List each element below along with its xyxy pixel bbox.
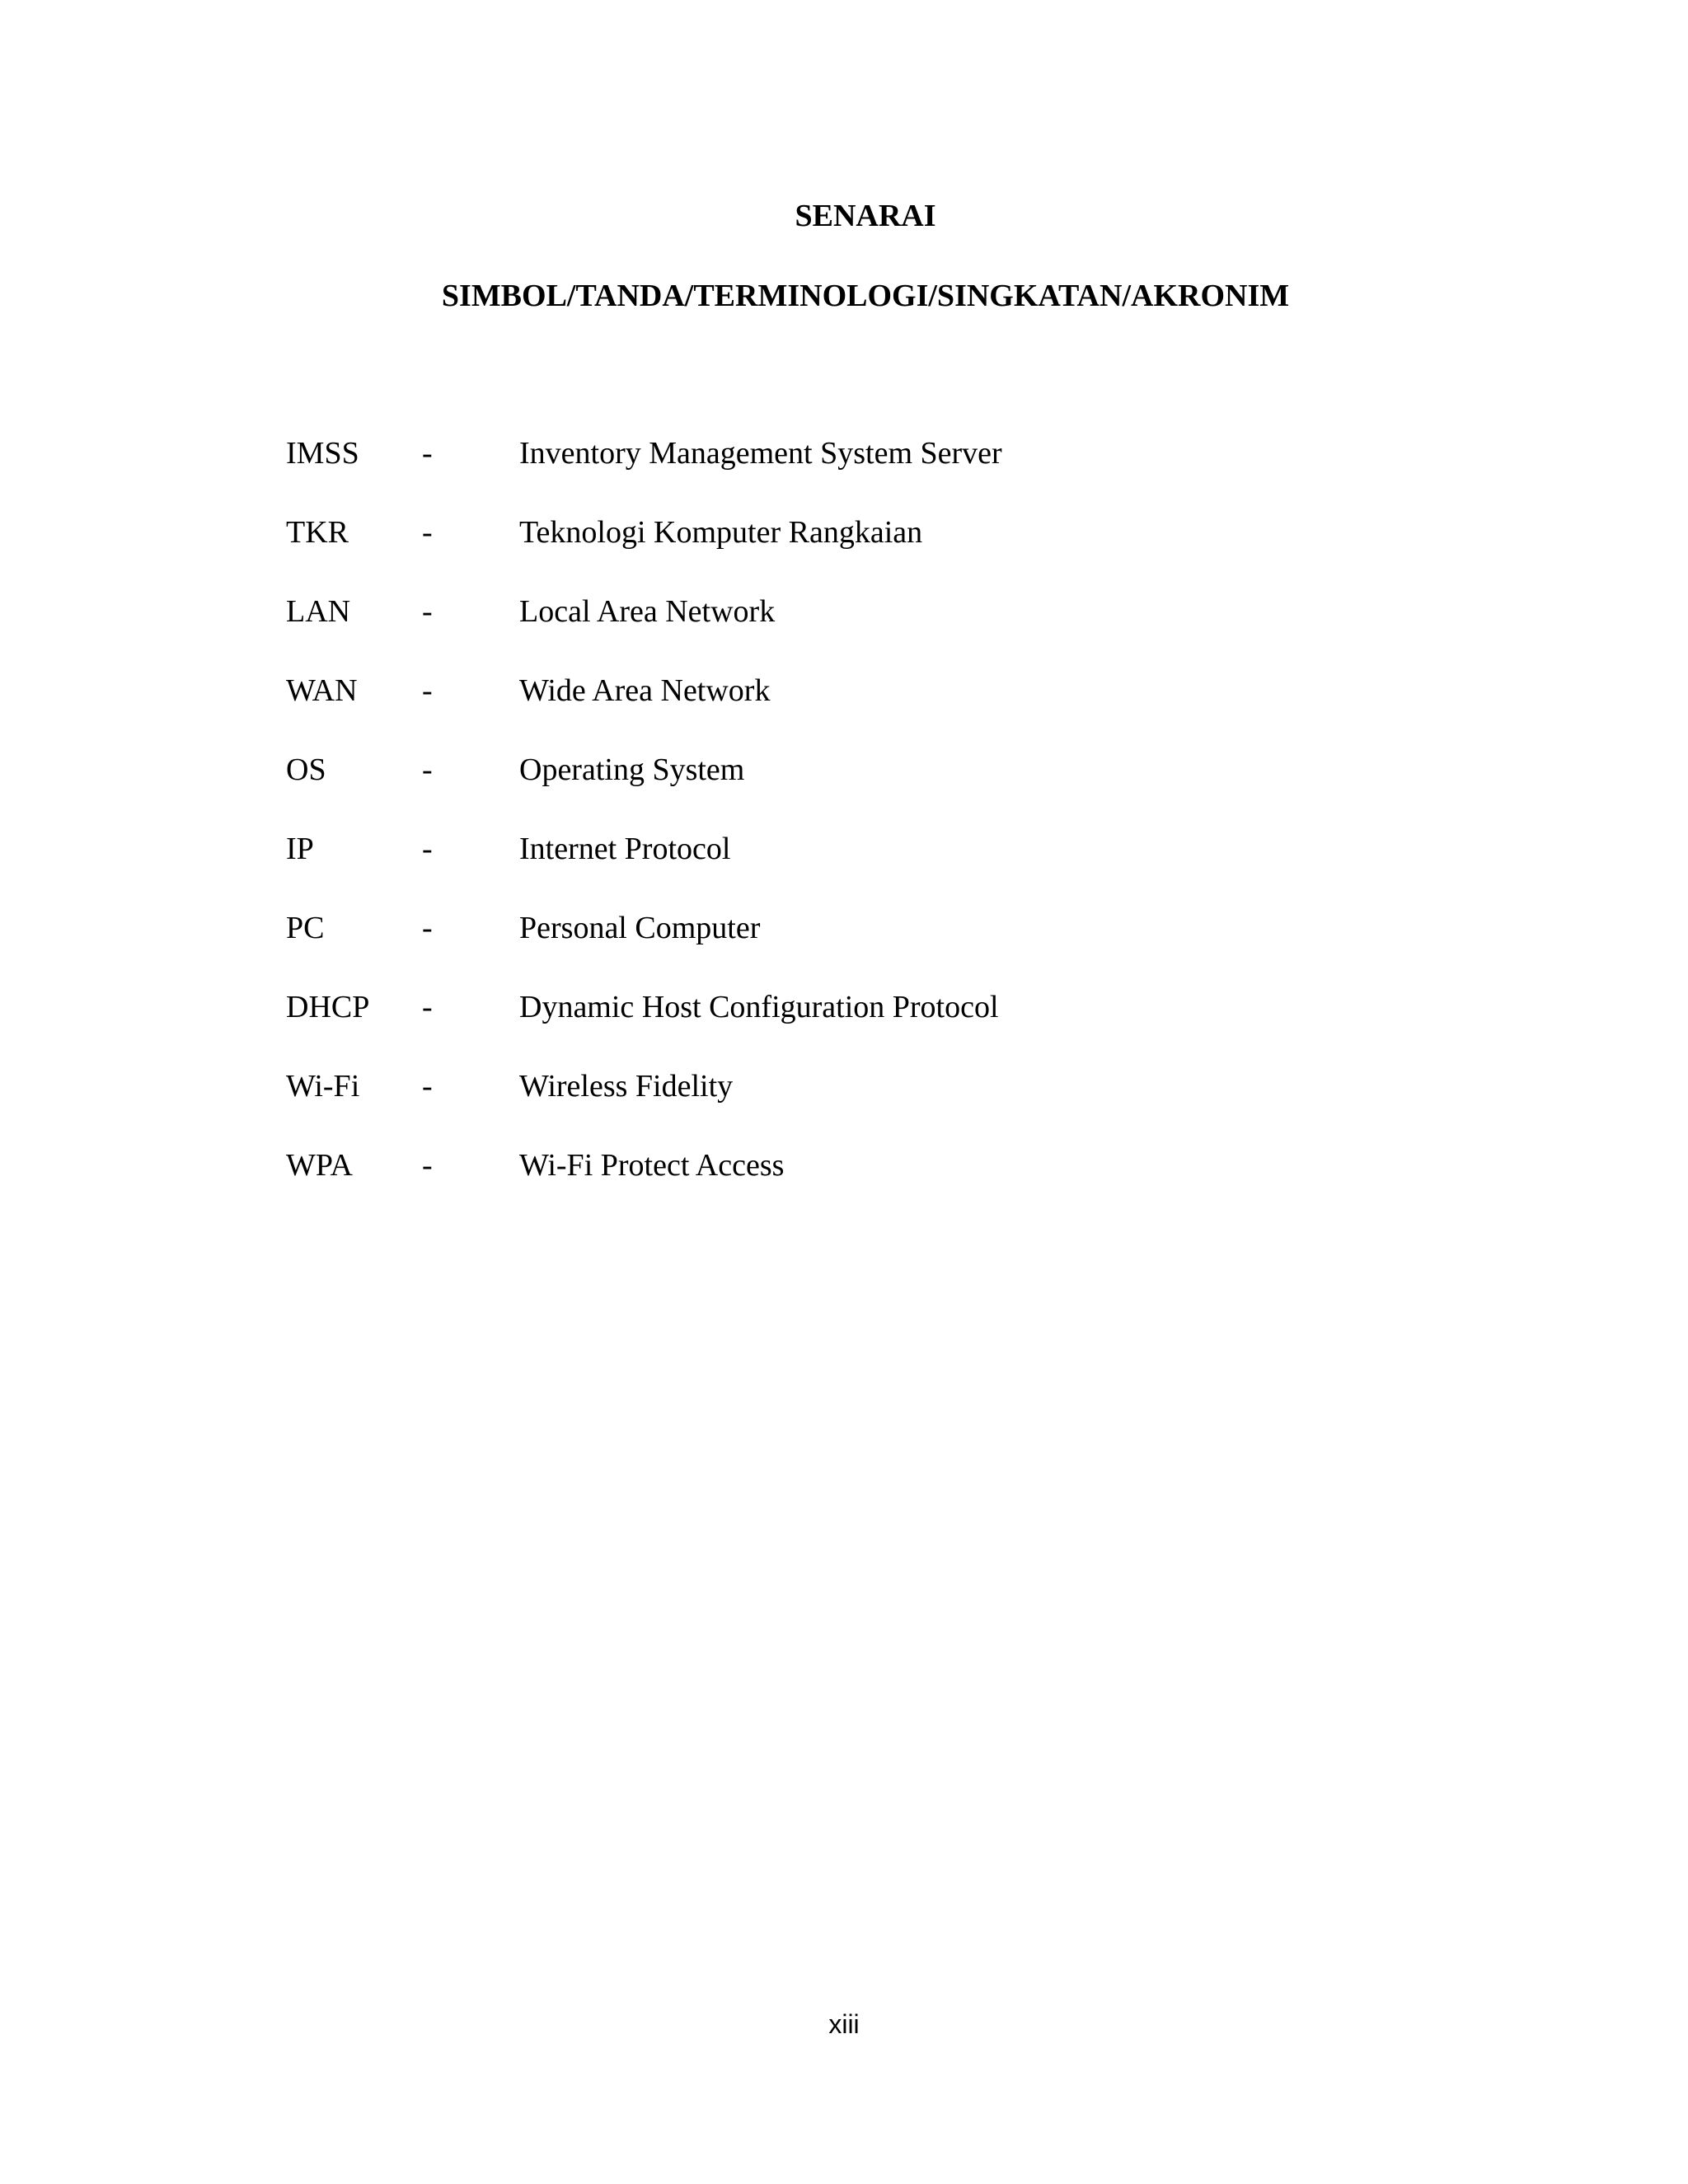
abbreviation: PC — [286, 911, 325, 945]
list-item — [286, 674, 1522, 753]
list-item — [286, 753, 1522, 832]
abbreviation: TKR — [286, 515, 349, 550]
definition: Teknologi Komputer Rangkaian — [519, 515, 923, 550]
abbreviation: OS — [286, 752, 326, 787]
separator: - — [422, 990, 433, 1024]
separator: - — [422, 515, 433, 550]
abbreviation: WAN — [286, 673, 358, 708]
definition: Personal Computer — [519, 911, 761, 945]
list-item — [286, 516, 1522, 595]
separator: - — [422, 1069, 433, 1104]
separator: - — [422, 911, 433, 945]
page-title-line-1: SENARAI — [795, 199, 936, 233]
definition: Wi-Fi Protect Access — [519, 1148, 785, 1183]
separator: - — [422, 436, 433, 471]
list-item — [286, 912, 1522, 991]
definition: Internet Protocol — [519, 832, 731, 866]
abbreviation: IMSS — [286, 436, 359, 471]
abbreviation: IP — [286, 832, 314, 866]
page-title-line-2: SIMBOL/TANDA/TERMINOLOGI/SINGKATAN/AKRONIM — [441, 279, 1290, 313]
abbreviation: Wi-Fi — [286, 1069, 360, 1104]
definition: Wide Area Network — [519, 673, 771, 708]
definition: Wireless Fidelity — [519, 1069, 734, 1104]
definition: Operating System — [519, 752, 745, 787]
abbreviation: DHCP — [286, 990, 370, 1024]
definition: Inventory Management System Server — [519, 436, 1002, 471]
definition: Dynamic Host Configuration Protocol — [519, 990, 999, 1024]
separator: - — [422, 594, 433, 629]
separator: - — [422, 673, 433, 708]
list-item — [286, 1149, 1522, 1228]
abbreviation-list — [286, 437, 1522, 1228]
separator: - — [422, 1148, 433, 1183]
list-item — [286, 1070, 1522, 1149]
list-item — [286, 991, 1522, 1070]
definition: Local Area Network — [519, 594, 776, 629]
separator: - — [422, 832, 433, 866]
abbreviation: WPA — [286, 1148, 353, 1183]
list-item — [286, 437, 1522, 516]
list-item — [286, 832, 1522, 912]
abbreviation: LAN — [286, 594, 351, 629]
list-item — [286, 595, 1522, 674]
separator: - — [422, 752, 433, 787]
page-number: xiii — [828, 2009, 860, 2039]
